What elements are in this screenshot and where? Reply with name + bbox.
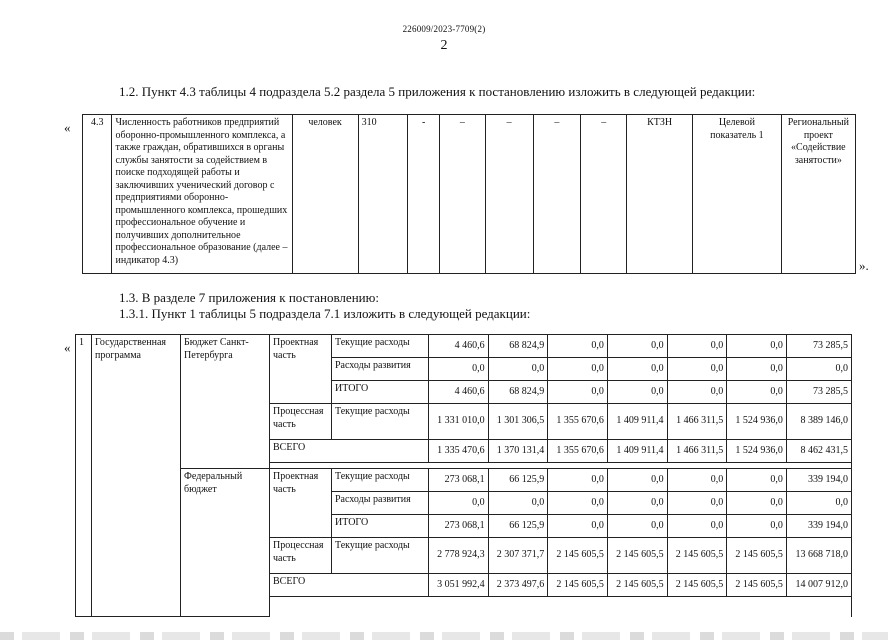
value-cell: 2 145 605,5 <box>548 538 608 574</box>
value-cell: 0,0 <box>488 358 548 381</box>
quote-close-1: ». <box>859 258 869 273</box>
value-cell: 0,0 <box>727 492 787 515</box>
value-cell: 0,0 <box>786 358 851 381</box>
row-number: 1 <box>76 335 92 617</box>
value-cell: 0,0 <box>548 335 608 358</box>
expense-label: Текущие расходы <box>332 335 429 358</box>
scan-edge <box>0 632 888 640</box>
process-part: Процессная часть <box>270 404 332 440</box>
quote-open-2: « <box>64 340 71 355</box>
value-cell: 1 331 010,0 <box>429 404 489 440</box>
value-cell: 2 145 605,5 <box>667 574 727 597</box>
value-cell: 0,0 <box>429 358 489 381</box>
agency-cell: КТЗН <box>627 115 693 274</box>
value-cell: 1 335 470,6 <box>429 440 489 463</box>
table-row <box>83 115 856 274</box>
budget-name: Бюджет Санкт-Петербурга <box>181 335 270 469</box>
value-cell: 0,0 <box>667 469 727 492</box>
value-cell: 73 285,5 <box>786 335 851 358</box>
value-cell: 14 007 912,0 <box>786 574 851 597</box>
value-cell: 2 307 371,7 <box>488 538 548 574</box>
row-number: 4.3 <box>83 115 112 274</box>
expense-label: Текущие расходы <box>332 469 429 492</box>
unit-cell: человек <box>292 115 358 274</box>
dash-cell: – <box>485 115 533 274</box>
paragraph-1-3-1: 1.3.1. Пункт 1 таблицы 5 подраздела 7.1 изложить в следующей редакции: <box>119 306 531 321</box>
value-cell: 68 824,9 <box>488 381 548 404</box>
value-cell: 0,0 <box>548 358 608 381</box>
value-cell: 0,0 <box>667 492 727 515</box>
expense-label: Расходы развития <box>332 358 429 381</box>
value-cell: 2 145 605,5 <box>607 538 667 574</box>
value-cell: 0,0 <box>488 492 548 515</box>
value-cell: 0,0 <box>607 335 667 358</box>
value-cell: 1 355 670,6 <box>548 404 608 440</box>
value-cell: 0,0 <box>727 469 787 492</box>
value-cell: 1 301 306,5 <box>488 404 548 440</box>
expense-label: Текущие расходы <box>332 538 429 574</box>
indicator-description: Численность работников предприятий оборонно-промышленного комплекса, а также граждан, обратившихся в органы службы занятости за содействием в поиске подходящей работы и заключивших ученический договор с предприятиями оборонно-промышленного комплекса, прошедших профессиональное обучение и получивших дополнительное профессиональное образование (далее – индикатор 4.3) <box>112 115 292 274</box>
value-cell: 1 355 670,6 <box>548 440 608 463</box>
value-cell: 0,0 <box>607 469 667 492</box>
expense-label: Расходы развития <box>332 492 429 515</box>
table-row <box>76 469 852 492</box>
value-cell: 66 125,9 <box>488 515 548 538</box>
value-cell: 0,0 <box>786 492 851 515</box>
value-cell: 4 460,6 <box>429 335 489 358</box>
value-cell: 273 068,1 <box>429 515 489 538</box>
value-cell: 2 145 605,5 <box>727 538 787 574</box>
value-cell: 339 194,0 <box>786 515 851 538</box>
value-cell: 0,0 <box>429 492 489 515</box>
project-part: Проектная часть <box>270 335 332 404</box>
project-part: Проектная часть <box>270 469 332 538</box>
indicator-table <box>82 114 856 274</box>
project-cell: Региональный проект «Содействие занятости» <box>781 115 855 274</box>
value-cell: 3 051 992,4 <box>429 574 489 597</box>
value-cell: 68 824,9 <box>488 335 548 358</box>
dash-cell: – <box>533 115 581 274</box>
value-cell: 0,0 <box>667 358 727 381</box>
value-cell: 4 460,6 <box>429 381 489 404</box>
value-cell: 0,0 <box>548 381 608 404</box>
dash-cell: – <box>439 115 485 274</box>
process-part: Процессная часть <box>270 538 332 574</box>
program-cell: Государственная программа <box>92 335 181 617</box>
value-cell: 2 373 497,6 <box>488 574 548 597</box>
value-cell: 2 145 605,5 <box>727 574 787 597</box>
value-cell: 0,0 <box>548 515 608 538</box>
value-cell: 1 409 911,4 <box>607 404 667 440</box>
value-cell: 73 285,5 <box>786 381 851 404</box>
value-cell: 339 194,0 <box>786 469 851 492</box>
expense-label: ИТОГО <box>332 515 429 538</box>
value-cell: 1 524 936,0 <box>727 404 787 440</box>
value-cell: 0,0 <box>727 515 787 538</box>
expense-label: ИТОГО <box>332 381 429 404</box>
value-cell: 2 145 605,5 <box>548 574 608 597</box>
quote-open-1: « <box>64 120 71 135</box>
table-row <box>76 335 852 358</box>
value-cell: 1 524 936,0 <box>727 440 787 463</box>
value-cell: 0,0 <box>548 469 608 492</box>
value-cell: 0,0 <box>607 381 667 404</box>
value-cell: 0,0 <box>727 335 787 358</box>
dash-cell: - <box>408 115 440 274</box>
total-label: ВСЕГО <box>270 574 429 597</box>
page-number: 2 <box>440 38 448 53</box>
expense-label: Текущие расходы <box>332 404 429 440</box>
value-cell: 0,0 <box>548 492 608 515</box>
paragraph-1-2: 1.2. Пункт 4.3 таблицы 4 подраздела 5.2 раздела 5 приложения к постановлению изложить в следующей редакции: <box>119 84 756 99</box>
value-cell: 0,0 <box>667 515 727 538</box>
finance-table <box>75 334 852 617</box>
value-cell: 0,0 <box>667 381 727 404</box>
value-cell: 0,0 <box>607 358 667 381</box>
indicator-type-cell: Целевой показатель 1 <box>693 115 781 274</box>
value-cell: 1 466 311,5 <box>667 440 727 463</box>
value-cell: 8 462 431,5 <box>786 440 851 463</box>
total-label: ВСЕГО <box>270 440 429 463</box>
paragraph-1-3: 1.3. В разделе 7 приложения к постановлению: <box>119 290 379 305</box>
value-cell: 2 778 924,3 <box>429 538 489 574</box>
spacer-cell <box>270 597 852 617</box>
document-id: 226009/2023-7709(2) <box>402 24 486 34</box>
value-cell: 66 125,9 <box>488 469 548 492</box>
value-cell: 0,0 <box>607 515 667 538</box>
value-cell: 0,0 <box>727 358 787 381</box>
value-cell: 13 668 718,0 <box>786 538 851 574</box>
value-cell: 0,0 <box>727 381 787 404</box>
code-cell: 310 <box>358 115 408 274</box>
dash-cell: – <box>581 115 627 274</box>
budget-name: Федеральный бюджет <box>181 469 270 617</box>
value-cell: 1 370 131,4 <box>488 440 548 463</box>
value-cell: 273 068,1 <box>429 469 489 492</box>
value-cell: 0,0 <box>667 335 727 358</box>
value-cell: 8 389 146,0 <box>786 404 851 440</box>
value-cell: 2 145 605,5 <box>667 538 727 574</box>
value-cell: 1 409 911,4 <box>607 440 667 463</box>
value-cell: 2 145 605,5 <box>607 574 667 597</box>
value-cell: 0,0 <box>607 492 667 515</box>
value-cell: 1 466 311,5 <box>667 404 727 440</box>
